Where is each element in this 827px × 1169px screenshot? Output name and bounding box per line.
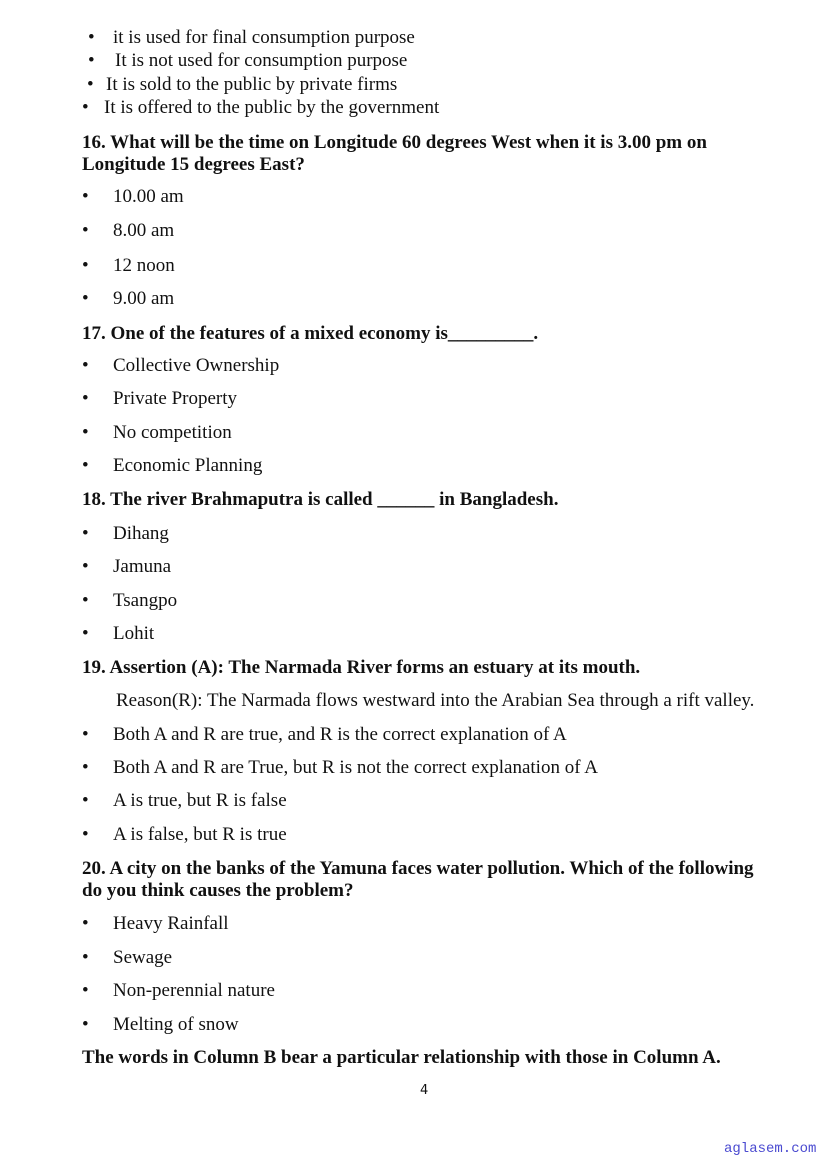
- option-item: Private Property: [113, 388, 238, 409]
- option-item: Melting of snow: [113, 1014, 239, 1035]
- bullet-icon: •: [82, 913, 89, 934]
- bullet-icon: •: [82, 623, 89, 644]
- question-text: 19. Assertion (A): The Narmada River forms an estuary at its mouth.: [82, 657, 641, 678]
- bullet-icon: •: [82, 97, 89, 118]
- option-item: No competition: [113, 422, 232, 443]
- bullet-icon: •: [82, 947, 89, 968]
- option-item: it is used for final consumption purpose: [113, 27, 415, 48]
- question-text: Longitude 15 degrees East?: [82, 154, 305, 175]
- option-item: 12 noon: [113, 255, 175, 276]
- bullet-icon: •: [82, 288, 89, 309]
- bullet-icon: •: [88, 27, 95, 48]
- reason-text: Reason(R): The Narmada flows westward into the Arabian Sea through a rift valley.: [116, 690, 755, 711]
- option-item: Economic Planning: [113, 455, 263, 476]
- watermark: aglasem.com: [724, 1141, 817, 1157]
- option-item: A is true, but R is false: [113, 790, 287, 811]
- bullet-icon: •: [82, 523, 89, 544]
- question-text: 18. The river Brahmaputra is called ______ in Bangladesh.: [82, 489, 559, 510]
- option-item: Heavy Rainfall: [113, 913, 229, 934]
- option-item: Collective Ownership: [113, 355, 280, 376]
- section-instruction: The words in Column B bear a particular relationship with those in Column A.: [82, 1047, 721, 1068]
- bullet-icon: •: [82, 455, 89, 476]
- option-item: Jamuna: [113, 556, 172, 577]
- question-text: 20. A city on the banks of the Yamuna faces water pollution. Which of the following: [82, 858, 754, 879]
- bullet-icon: •: [82, 980, 89, 1001]
- option-item: It is offered to the public by the government: [104, 97, 440, 118]
- option-item: Tsangpo: [113, 590, 178, 611]
- option-item: Both A and R are True, but R is not the correct explanation of A: [113, 757, 598, 778]
- option-item: A is false, but R is true: [113, 824, 287, 845]
- question-text: 17. One of the features of a mixed economy is_________.: [82, 323, 539, 344]
- bullet-icon: •: [82, 355, 89, 376]
- bullet-icon: •: [82, 186, 89, 207]
- bullet-icon: •: [82, 388, 89, 409]
- bullet-icon: •: [82, 757, 89, 778]
- bullet-icon: •: [82, 422, 89, 443]
- option-item: Both A and R are true, and R is the correct explanation of A: [113, 724, 567, 745]
- option-item: Non-perennial nature: [113, 980, 275, 1001]
- option-item: 9.00 am: [113, 288, 175, 309]
- bullet-icon: •: [82, 724, 89, 745]
- question-text: do you think causes the problem?: [82, 880, 354, 901]
- page-number: 4: [420, 1083, 429, 1098]
- bullet-icon: •: [82, 255, 89, 276]
- bullet-icon: •: [82, 824, 89, 845]
- bullet-icon: •: [82, 1014, 89, 1035]
- bullet-icon: •: [82, 590, 89, 611]
- question-text: 16. What will be the time on Longitude 60 degrees West when it is 3.00 pm on: [82, 132, 707, 153]
- option-item: It is sold to the public by private firms: [106, 74, 398, 95]
- option-item: 8.00 am: [113, 220, 175, 241]
- bullet-icon: •: [82, 556, 89, 577]
- option-item: It is not used for consumption purpose: [115, 50, 408, 71]
- option-item: 10.00 am: [113, 186, 184, 207]
- bullet-icon: •: [82, 790, 89, 811]
- option-item: Dihang: [113, 523, 169, 544]
- bullet-icon: •: [87, 74, 94, 95]
- bullet-icon: •: [82, 220, 89, 241]
- option-item: Sewage: [113, 947, 173, 968]
- bullet-icon: •: [88, 50, 95, 71]
- option-item: Lohit: [113, 623, 155, 644]
